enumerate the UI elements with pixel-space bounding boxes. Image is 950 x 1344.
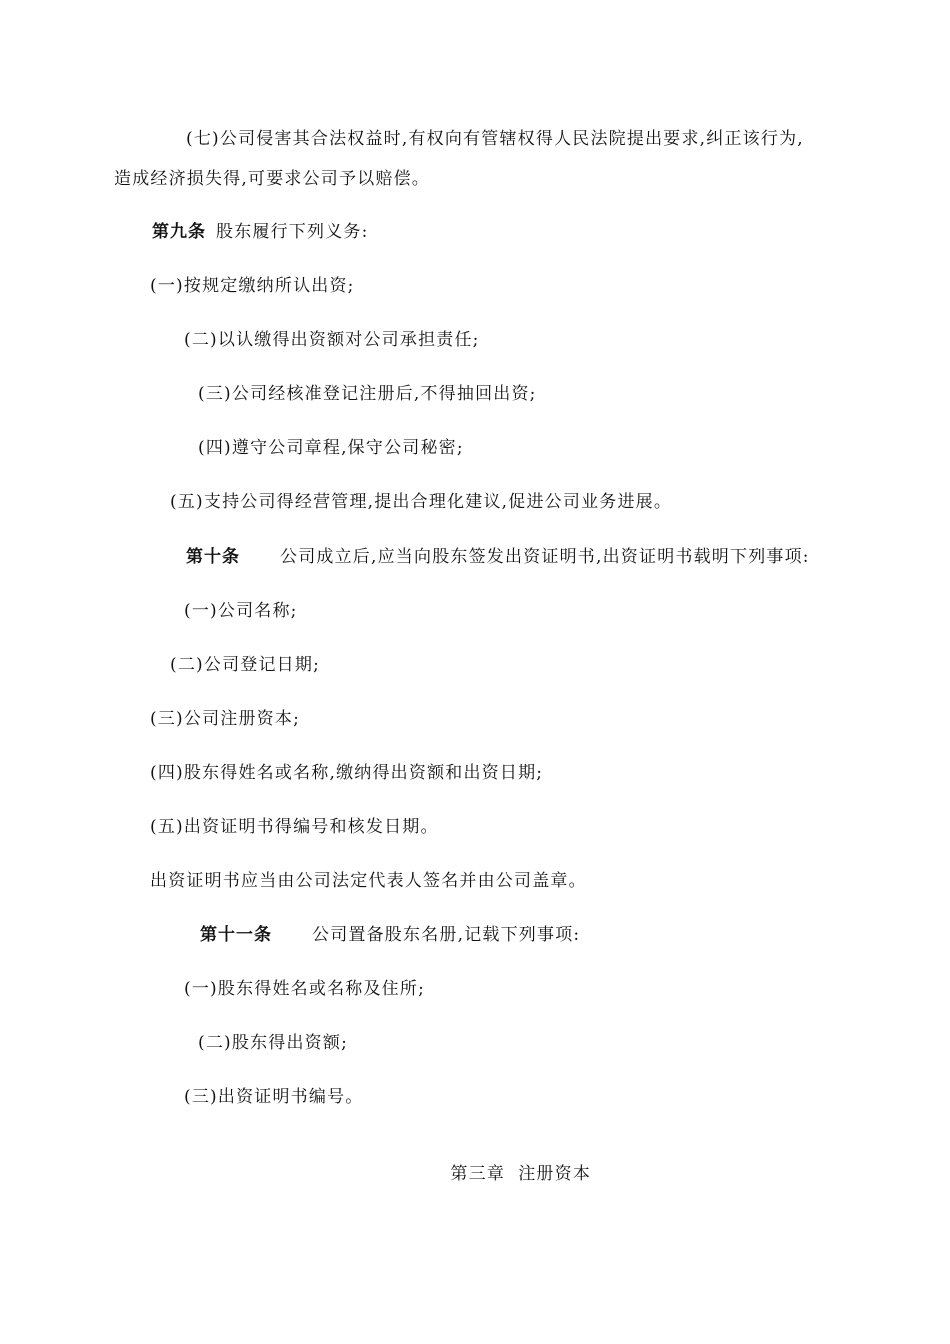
text: (七)公司侵害其合法权益时,有权向有管辖权得人民法院提出要求,纠正该行为, [186,129,804,149]
text: 公司成立后,应当向股东签发出资证明书,出资证明书载明下列事项: [280,547,810,567]
text: (一)按规定缴纳所认出资; [150,276,355,296]
list-item [170,654,320,676]
text: (二)股东得出资额; [198,1033,348,1053]
paragraph-line [186,128,804,150]
text: (一)公司名称; [184,601,298,621]
list-item [184,600,298,622]
text: 股东履行下列义务: [216,222,369,242]
list-item [150,762,543,784]
text: (二)公司登记日期; [170,655,320,675]
article-number: 第十条 [186,547,240,567]
list-item [184,978,425,1000]
paragraph-line [114,168,430,190]
list-item [198,1032,348,1054]
text: (四)股东得姓名或名称,缴纳得出资额和出资日期; [150,763,544,783]
text: (三)公司注册资本; [150,709,300,729]
list-item [198,383,537,405]
list-item [170,491,672,513]
text: (五)支持公司得经营管理,提出合理化建议,促进公司业务进展。 [170,492,673,512]
text: 第三章 注册资本 [450,1164,592,1184]
text: (四)遵守公司章程,保守公司秘密; [198,438,464,458]
article-number: 第九条 [152,222,206,242]
chapter-title [424,1141,591,1207]
text: (二)以认缴得出资额对公司承担责任; [184,330,480,350]
article-11-heading [200,924,580,946]
list-item [150,708,300,730]
text: (五)出资证明书得编号和核发日期。 [150,817,439,837]
text: 公司置备股东名册,记载下列事项: [312,925,581,945]
article-10-heading [186,546,810,568]
list-item [150,816,439,838]
list-item [150,275,355,297]
article-number: 第十一条 [200,925,272,945]
list-item [184,1086,363,1108]
text: (一)股东得姓名或名称及住所; [184,979,425,999]
list-item [198,437,464,459]
text: 出资证明书应当由公司法定代表人签名并由公司盖章。 [150,871,587,891]
paragraph-line [150,870,587,892]
list-item [184,329,480,351]
text: 造成经济损失得,可要求公司予以赔偿。 [114,169,431,189]
text: (三)公司经核准登记注册后,不得抽回出资; [198,384,537,404]
article-9-heading [152,221,369,243]
text: (三)出资证明书编号。 [184,1087,364,1107]
